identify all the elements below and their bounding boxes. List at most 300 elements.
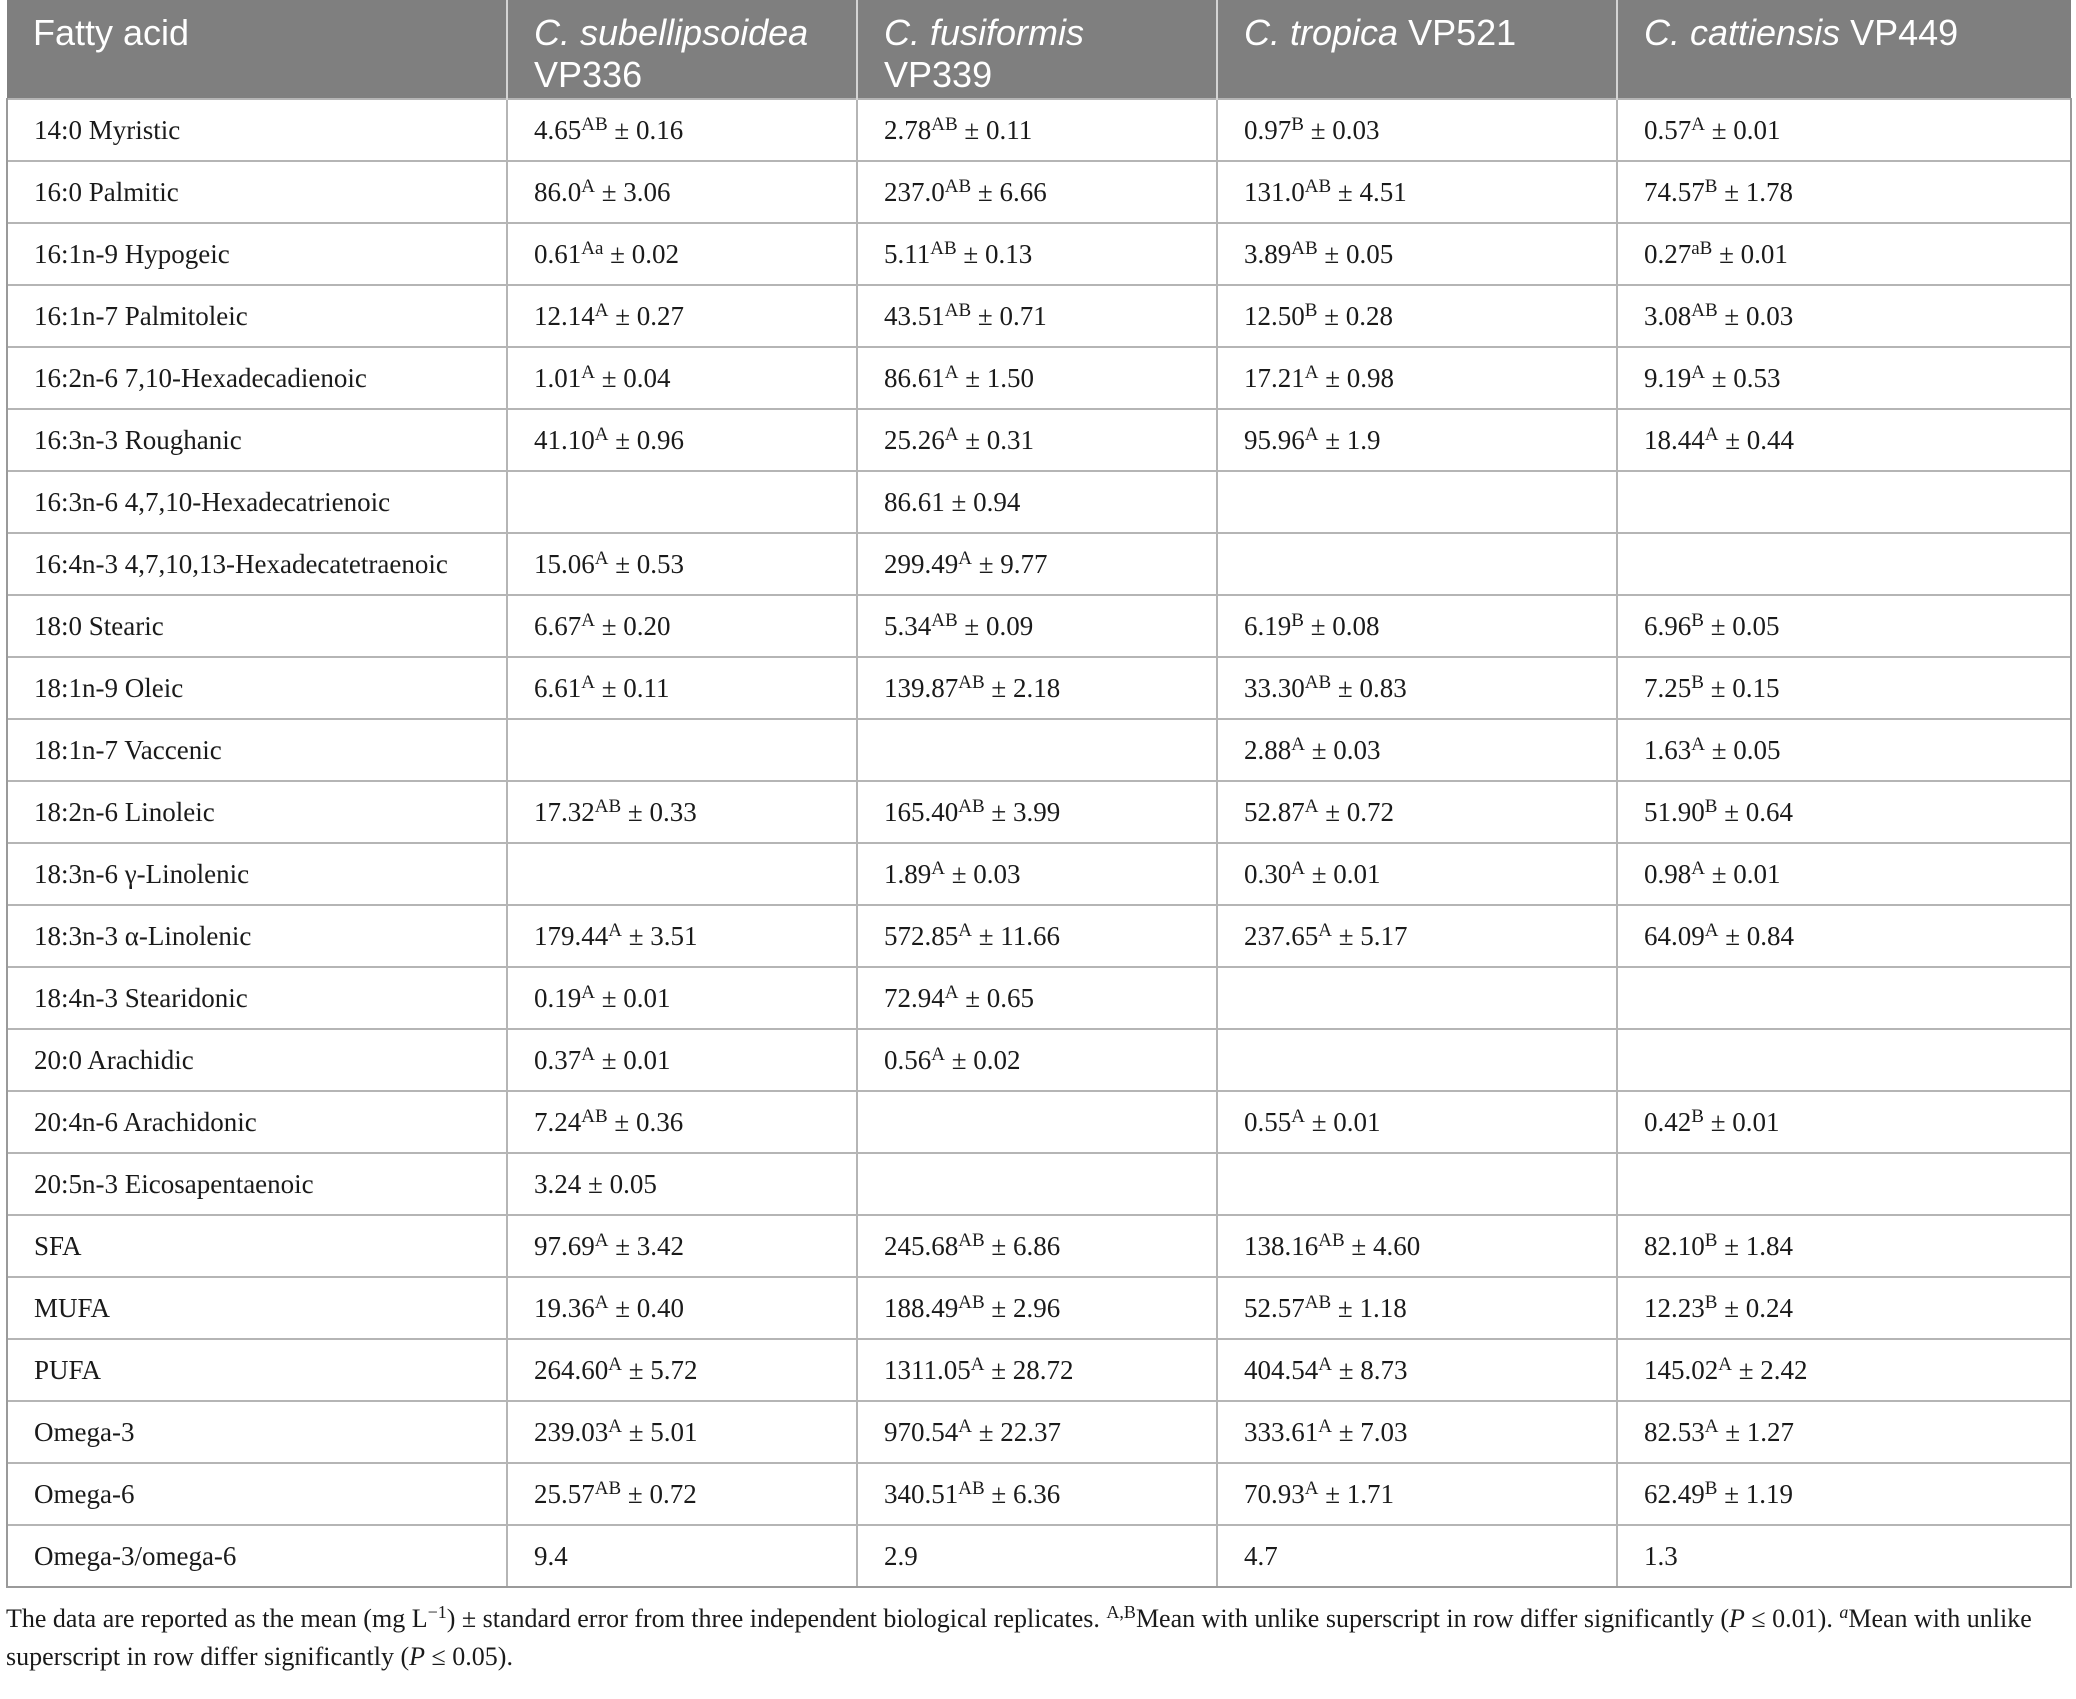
standard-error: ± 0.13 [956, 238, 1033, 269]
value-cell [507, 781, 857, 843]
mean-value: 5.11 [884, 238, 931, 269]
mean-value: 6.19 [1244, 610, 1292, 641]
significance-superscript: B [1691, 1105, 1704, 1127]
standard-error: ± 0.01 [1712, 238, 1788, 269]
mean-value: 1.3 [1644, 1540, 1678, 1571]
value-cell [1217, 533, 1617, 595]
standard-error: ± 3.06 [594, 176, 671, 207]
significance-superscript: B [1704, 1229, 1718, 1251]
significance-superscript: A [958, 1415, 972, 1437]
value-cell [1217, 409, 1617, 471]
significance-superscript: B [1704, 175, 1718, 197]
standard-error: ± 0.03 [1304, 734, 1381, 765]
significance-superscript: B [1304, 299, 1318, 321]
fatty-acid-label: Omega-3 [7, 1401, 507, 1463]
mean-value: 18.44 [1644, 424, 1705, 455]
mean-value: 15.06 [534, 548, 595, 579]
value-cell [1217, 99, 1617, 161]
mean-value: 74.57 [1644, 176, 1705, 207]
mean-value: 0.97 [1244, 114, 1292, 145]
fatty-acid-label: PUFA [7, 1339, 507, 1401]
standard-error: ± 0.71 [971, 300, 1047, 331]
table-row [7, 471, 2071, 533]
significance-superscript: A [1318, 1353, 1332, 1375]
significance-superscript: AB [944, 299, 972, 321]
value-cell [1217, 595, 1617, 657]
mean-value: 82.10 [1644, 1230, 1705, 1261]
value-cell [857, 781, 1217, 843]
value-cell [507, 843, 857, 905]
value-cell [507, 1091, 857, 1153]
significance-superscript: aB [1691, 237, 1713, 259]
table-row [7, 657, 2071, 719]
table-row [7, 347, 2071, 409]
standard-error: ± 0.31 [958, 424, 1035, 455]
value-cell [1217, 781, 1617, 843]
fatty-acid-label: 14:0 Myristic [7, 99, 507, 161]
significance-superscript: A [1304, 795, 1319, 817]
mean-value: 970.54 [884, 1416, 959, 1447]
standard-error: ± 2.18 [984, 672, 1061, 703]
table-row [7, 1463, 2071, 1525]
table-row [7, 967, 2071, 1029]
standard-error: ± 0.40 [608, 1292, 685, 1323]
standard-error: ± 0.64 [1717, 796, 1794, 827]
value-cell [507, 533, 857, 595]
significance-superscript: A [594, 299, 609, 321]
mean-value: 2.9 [884, 1540, 918, 1571]
mean-value: 165.40 [884, 796, 959, 827]
significance-superscript: A [581, 175, 595, 197]
significance-superscript: B [1691, 671, 1704, 693]
table-row [7, 905, 2071, 967]
fatty-acid-label: 16:1n-7 Palmitoleic [7, 285, 507, 347]
standard-error: ± 4.51 [1331, 176, 1407, 207]
mean-value: 264.60 [534, 1354, 609, 1385]
table-row [7, 1091, 2071, 1153]
significance-superscript: A [594, 547, 609, 569]
value-cell [857, 347, 1217, 409]
significance-superscript: A [944, 981, 959, 1003]
header-c-fusiformis: C. fusiformis VP339 [857, 0, 1217, 99]
fatty-acid-label: 18:3n-3 α-Linolenic [7, 905, 507, 967]
significance-superscript: AB [930, 237, 957, 259]
mean-value: 2.78 [884, 114, 932, 145]
significance-superscript: A [1704, 919, 1719, 941]
mean-value: 43.51 [884, 300, 945, 331]
mean-value: 3.89 [1244, 238, 1292, 269]
header-c-cattiensis: C. cattiensis VP449 [1617, 0, 2071, 99]
mean-value: 7.25 [1644, 672, 1692, 703]
standard-error: ± 5.72 [621, 1354, 698, 1385]
mean-value: 340.51 [884, 1478, 959, 1509]
table-row [7, 161, 2071, 223]
value-cell [1617, 99, 2071, 161]
fatty-acid-label: 20:4n-6 Arachidonic [7, 1091, 507, 1153]
value-cell [507, 1277, 857, 1339]
standard-error: ± 0.16 [607, 114, 684, 145]
mean-value: 41.10 [534, 424, 595, 455]
value-cell [1217, 471, 1617, 533]
standard-error: ± 0.02 [603, 238, 679, 269]
mean-value: 131.0 [1244, 176, 1305, 207]
header-row [7, 0, 2071, 99]
significance-superscript: A [1304, 361, 1319, 383]
significance-superscript: A [1304, 423, 1319, 445]
mean-value: 70.93 [1244, 1478, 1305, 1509]
significance-superscript: AB [1691, 299, 1718, 321]
value-cell [1617, 905, 2071, 967]
table-row [7, 1277, 2071, 1339]
standard-error: ± 11.66 [971, 920, 1061, 951]
mean-value: 333.61 [1244, 1416, 1319, 1447]
table-body [7, 99, 2071, 1587]
fatty-acid-label: 20:5n-3 Eicosapentaenoic [7, 1153, 507, 1215]
table-row [7, 1153, 2071, 1215]
significance-superscript: A [1318, 919, 1332, 941]
significance-superscript: A [581, 1043, 595, 1065]
significance-superscript: A [1691, 857, 1705, 879]
mean-value: 19.36 [534, 1292, 595, 1323]
mean-value: 179.44 [534, 920, 609, 951]
value-cell [1217, 1277, 1617, 1339]
fatty-acid-label: SFA [7, 1215, 507, 1277]
significance-superscript: AB [958, 1477, 985, 1499]
standard-error: ± 0.53 [608, 548, 685, 579]
significance-superscript: A [1291, 857, 1305, 879]
mean-value: 0.42 [1644, 1106, 1692, 1137]
significance-superscript: AB [958, 1291, 985, 1313]
significance-superscript: AB [1304, 175, 1332, 197]
mean-value: 4.65 [534, 114, 582, 145]
standard-error: ± 0.15 [1703, 672, 1780, 703]
standard-error: ± 2.42 [1731, 1354, 1808, 1385]
value-cell [1617, 781, 2071, 843]
mean-value: 12.14 [534, 300, 595, 331]
table-row [7, 1029, 2071, 1091]
standard-error: ± 0.33 [621, 796, 697, 827]
value-cell [1617, 1339, 2071, 1401]
significance-superscript: AB [594, 1477, 622, 1499]
standard-error: ± 0.05 [1704, 734, 1781, 765]
significance-superscript: AB [958, 1229, 985, 1251]
standard-error: ± 0.36 [607, 1106, 684, 1137]
value-cell [1217, 161, 1617, 223]
value-cell [1617, 533, 2071, 595]
significance-superscript: A [1691, 733, 1705, 755]
standard-error: ± 0.28 [1317, 300, 1394, 331]
standard-error: ± 9.77 [971, 548, 1048, 579]
standard-error: ± 28.72 [984, 1354, 1074, 1385]
significance-superscript: AB [1318, 1229, 1345, 1251]
value-cell [1217, 285, 1617, 347]
standard-error: ± 0.11 [594, 672, 670, 703]
mean-value: 1.01 [534, 362, 582, 393]
standard-error: ± 0.65 [958, 982, 1035, 1013]
standard-error: ± 8.73 [1331, 1354, 1408, 1385]
value-cell [507, 1215, 857, 1277]
value-cell [1617, 1029, 2071, 1091]
significance-superscript: AB [931, 609, 958, 631]
fatty-acid-label: 16:1n-9 Hypogeic [7, 223, 507, 285]
significance-superscript: B [1704, 1477, 1718, 1499]
value-cell [1617, 1463, 2071, 1525]
standard-error: ± 0.11 [957, 114, 1033, 145]
significance-superscript: A [931, 857, 945, 879]
significance-superscript: A [1691, 113, 1705, 135]
value-cell [507, 1401, 857, 1463]
significance-superscript: A [931, 1043, 945, 1065]
value-cell [857, 1401, 1217, 1463]
value-cell [1617, 843, 2071, 905]
mean-value: 97.69 [534, 1230, 595, 1261]
significance-superscript: A [1304, 1477, 1319, 1499]
value-cell [507, 1463, 857, 1525]
value-cell [1617, 471, 2071, 533]
significance-superscript: A [1691, 361, 1705, 383]
standard-error: ± 0.02 [944, 1044, 1021, 1075]
value-cell [507, 161, 857, 223]
standard-error: ± 5.17 [1331, 920, 1408, 951]
standard-error: ± 0.01 [1704, 114, 1781, 145]
mean-value: 9.4 [534, 1540, 568, 1571]
value-cell [1617, 409, 2071, 471]
value-cell [1217, 1091, 1617, 1153]
value-cell [507, 657, 857, 719]
value-cell [1617, 285, 2071, 347]
standard-error: ± 0.72 [621, 1478, 697, 1509]
value-cell [1617, 1401, 2071, 1463]
mean-value: 25.26 [884, 424, 945, 455]
mean-value: 6.61 [534, 672, 582, 703]
significance-superscript: AB [931, 113, 958, 135]
fatty-acid-label: 16:0 Palmitic [7, 161, 507, 223]
mean-value: 51.90 [1644, 796, 1705, 827]
standard-error: ± 0.24 [1717, 1292, 1794, 1323]
standard-error: ± 0.05 [1703, 610, 1780, 641]
value-cell [1217, 1401, 1617, 1463]
fatty-acid-label: 20:0 Arachidic [7, 1029, 507, 1091]
value-cell [857, 843, 1217, 905]
significance-superscript: A [581, 361, 595, 383]
mean-value: 9.19 [1644, 362, 1692, 393]
standard-error: ± 0.20 [594, 610, 671, 641]
significance-superscript: AB [944, 175, 972, 197]
mean-value: 52.57 [1244, 1292, 1305, 1323]
value-cell [857, 1215, 1217, 1277]
value-cell [1217, 1463, 1617, 1525]
header-fatty-acid: Fatty acid [7, 0, 507, 99]
standard-error: ± 7.03 [1331, 1416, 1408, 1447]
significance-superscript: AB [958, 795, 985, 817]
mean-value: 245.68 [884, 1230, 959, 1261]
mean-value: 72.94 [884, 982, 945, 1013]
mean-value: 25.57 [534, 1478, 595, 1509]
mean-value: 572.85 [884, 920, 959, 951]
significance-superscript: B [1691, 609, 1704, 631]
standard-error: ± 0.05 [1317, 238, 1394, 269]
value-cell [1217, 1153, 1617, 1215]
standard-error: ± 1.27 [1718, 1416, 1795, 1447]
fatty-acid-table [6, 0, 2072, 1588]
significance-superscript: A [958, 919, 972, 941]
significance-superscript: B [1704, 1291, 1718, 1313]
mean-value: 0.57 [1644, 114, 1692, 145]
standard-error: ± 3.99 [984, 796, 1061, 827]
table-row [7, 99, 2071, 161]
mean-value: 12.23 [1644, 1292, 1705, 1323]
table-row [7, 1339, 2071, 1401]
value-cell [1617, 595, 2071, 657]
mean-value: 7.24 [534, 1106, 582, 1137]
standard-error: ± 0.27 [608, 300, 685, 331]
standard-error: ± 0.03 [1717, 300, 1794, 331]
table-footnote: The data are reported as the mean (mg $L^{-1}$) ± standard error from three independent biological replicates. $^{A,B}$Mean with unlike superscript in row differ significantly (P ≤ 0.01). $^a$Mean with unlike superscript in row differ significantly (P ≤ 0.05). [6, 1602, 2032, 1671]
significance-superscript: AB [1304, 1291, 1332, 1313]
standard-error: ± 0.53 [1704, 362, 1781, 393]
standard-error: ± 1.18 [1331, 1292, 1407, 1323]
fatty-acid-label: 18:4n-3 Stearidonic [7, 967, 507, 1029]
fatty-acid-label: 18:0 Stearic [7, 595, 507, 657]
standard-error: ± 0.44 [1718, 424, 1795, 455]
mean-value: 138.16 [1244, 1230, 1319, 1261]
standard-error: ± 0.98 [1318, 362, 1395, 393]
table-row [7, 1215, 2071, 1277]
significance-superscript: A [1291, 733, 1305, 755]
mean-value: 145.02 [1644, 1354, 1719, 1385]
significance-superscript: AB [1291, 237, 1318, 259]
table-row [7, 719, 2071, 781]
significance-superscript: A [944, 361, 959, 383]
mean-value: 404.54 [1244, 1354, 1319, 1385]
mean-value: 0.19 [534, 982, 582, 1013]
standard-error: ± 1.19 [1717, 1478, 1794, 1509]
significance-superscript: AB [581, 113, 608, 135]
mean-value: 237.65 [1244, 920, 1319, 951]
mean-value: 0.37 [534, 1044, 582, 1075]
fatty-acid-label: 18:1n-9 Oleic [7, 657, 507, 719]
standard-error: ± 1.84 [1717, 1230, 1794, 1261]
mean-value: 82.53 [1644, 1416, 1705, 1447]
mean-value: 17.21 [1244, 362, 1305, 393]
standard-error: ± 0.83 [1331, 672, 1407, 703]
significance-superscript: AB [958, 671, 985, 693]
standard-error: ± 6.36 [984, 1478, 1061, 1509]
fatty-acid-label: 16:2n-6 7,10-Hexadecadienoic [7, 347, 507, 409]
value-cell [1617, 223, 2071, 285]
value-cell [1617, 657, 2071, 719]
value-cell [507, 223, 857, 285]
fatty-acid-label: 16:3n-3 Roughanic [7, 409, 507, 471]
mean-value: 86.0 [534, 176, 582, 207]
mean-value: 0.55 [1244, 1106, 1292, 1137]
mean-value: 3.24 ± 0.05 [534, 1168, 657, 1199]
value-cell [1617, 1091, 2071, 1153]
value-cell [507, 1153, 857, 1215]
mean-value: 0.27 [1644, 238, 1692, 269]
mean-value: 299.49 [884, 548, 959, 579]
value-cell [857, 1091, 1217, 1153]
value-cell [857, 471, 1217, 533]
value-cell [857, 1029, 1217, 1091]
mean-value: 1.63 [1644, 734, 1692, 765]
table-row [7, 843, 2071, 905]
fatty-acid-label: MUFA [7, 1277, 507, 1339]
standard-error: ± 22.37 [971, 1416, 1062, 1447]
mean-value: 52.87 [1244, 796, 1305, 827]
value-cell [857, 905, 1217, 967]
table-row [7, 409, 2071, 471]
significance-superscript: A [1704, 1415, 1719, 1437]
mean-value: 2.88 [1244, 734, 1292, 765]
table-row [7, 1401, 2071, 1463]
table-row [7, 595, 2071, 657]
standard-error: ± 0.01 [1703, 1106, 1780, 1137]
value-cell [857, 1153, 1217, 1215]
significance-superscript: B [1704, 795, 1718, 817]
table-row [7, 223, 2071, 285]
standard-error: ± 1.78 [1717, 176, 1794, 207]
value-cell [507, 1029, 857, 1091]
standard-error: ± 0.09 [957, 610, 1034, 641]
table-container [6, 0, 2070, 1676]
mean-value: 6.96 [1644, 610, 1692, 641]
standard-error: ± 0.04 [594, 362, 671, 393]
significance-superscript: A [608, 919, 622, 941]
mean-value: 5.34 [884, 610, 932, 641]
fatty-acid-label: 18:1n-7 Vaccenic [7, 719, 507, 781]
significance-superscript: A [1291, 1105, 1305, 1127]
significance-superscript: A [608, 1415, 622, 1437]
value-cell [1617, 719, 2071, 781]
value-cell [1217, 719, 1617, 781]
value-cell [507, 347, 857, 409]
mean-value: 0.56 [884, 1044, 932, 1075]
significance-superscript: B [1291, 609, 1304, 631]
significance-superscript: AB [581, 1105, 608, 1127]
value-cell [857, 161, 1217, 223]
significance-superscript: A [581, 981, 595, 1003]
standard-error: ± 0.01 [1704, 858, 1781, 889]
mean-value: 1311.05 [884, 1354, 971, 1385]
value-cell [1217, 967, 1617, 1029]
mean-value: 237.0 [884, 176, 945, 207]
standard-error: ± 0.03 [944, 858, 1021, 889]
value-cell [507, 1339, 857, 1401]
standard-error: ± 4.60 [1344, 1230, 1421, 1261]
value-cell [857, 595, 1217, 657]
fatty-acid-label: 16:4n-3 4,7,10,13-Hexadecatetraenoic [7, 533, 507, 595]
value-cell [1617, 967, 2071, 1029]
value-cell [1217, 1029, 1617, 1091]
value-cell [1217, 1525, 1617, 1587]
fatty-acid-label: 18:2n-6 Linoleic [7, 781, 507, 843]
value-cell [1217, 905, 1617, 967]
significance-superscript: A [581, 671, 595, 693]
value-cell [507, 967, 857, 1029]
value-cell [507, 471, 857, 533]
value-cell [1217, 1215, 1617, 1277]
significance-superscript: B [1291, 113, 1304, 135]
standard-error: ± 1.50 [958, 362, 1035, 393]
header-c-subellipsoidea: C. subellipsoidea VP336 [507, 0, 857, 99]
value-cell [857, 285, 1217, 347]
standard-error: ± 3.51 [621, 920, 698, 951]
value-cell [857, 1525, 1217, 1587]
mean-value: 0.30 [1244, 858, 1292, 889]
value-cell [857, 1277, 1217, 1339]
value-cell [507, 595, 857, 657]
